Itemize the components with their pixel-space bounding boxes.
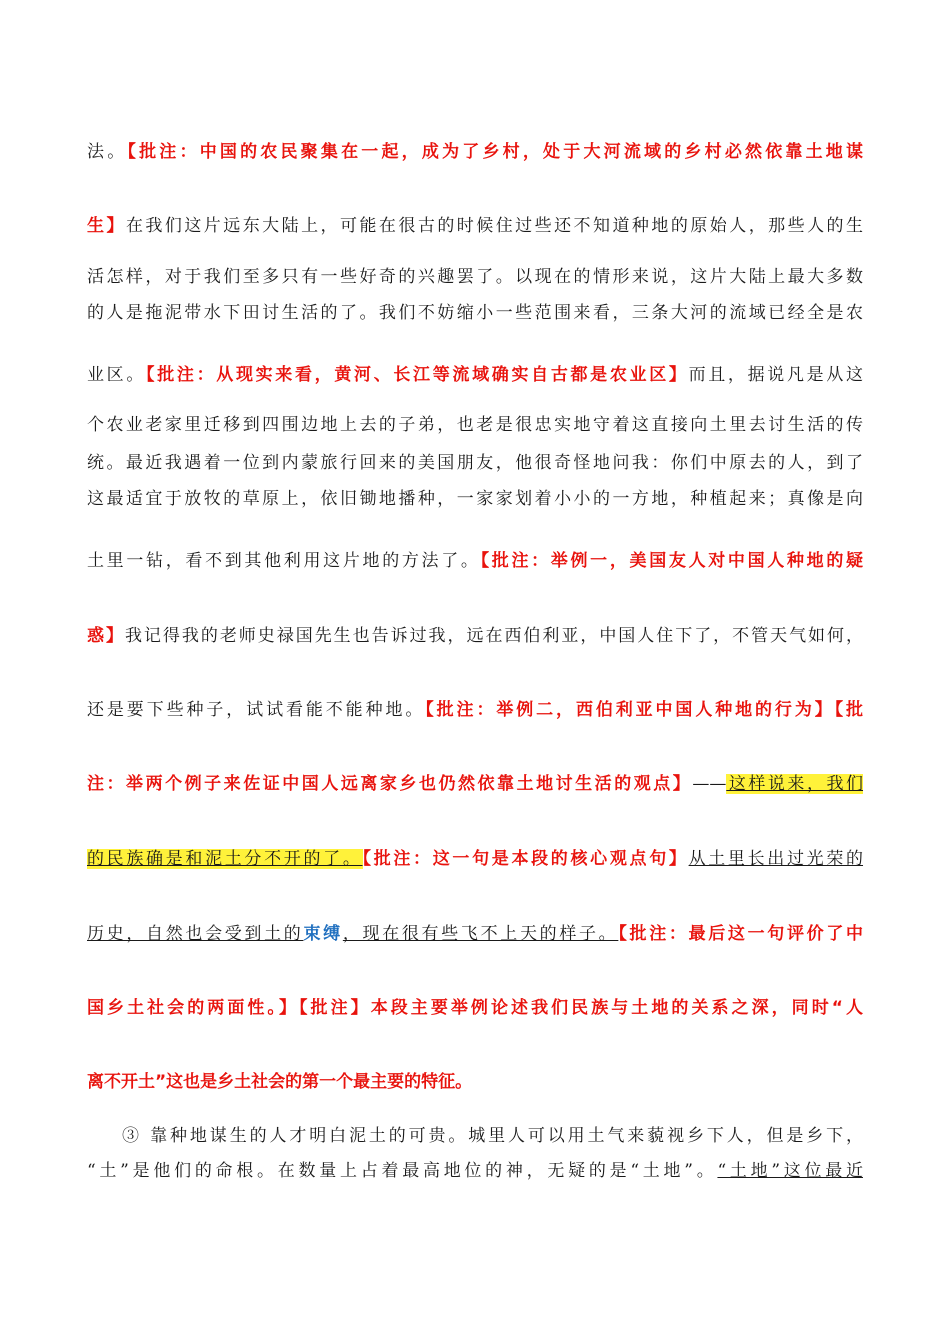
annotation-text: 国乡土社会的两面性。】【批注】本段主要举例论述我们民族与土地的关系之深，同时“人 — [87, 998, 863, 1018]
body-text: 统。最近我遇着一位到内蒙旅行回来的美国朋友，他很奇怪地问我：你们中原去的人，到了 — [87, 453, 863, 473]
body-text: —— — [692, 774, 727, 794]
annotation-text: 【批注：这一句是本段的核心观点句】 — [362, 849, 689, 869]
text-line-2 — [87, 214, 863, 238]
text-line-6 — [87, 413, 863, 437]
text-line-11 — [87, 698, 863, 722]
annotation-text: 【批注：举例二，西伯利亚中国人种地的行为】【批 — [425, 700, 864, 720]
text-line-10 — [87, 624, 863, 648]
body-text: 在我们这片远东大陆上，可能在很古的时候住过些还不知道种地的原始人，那些人的生 — [125, 216, 864, 236]
underlined-text: 历史，自然也会受到土的 — [87, 924, 304, 944]
highlighted-text: 的民族确是和泥土分不开的了。 — [87, 849, 363, 869]
body-text: 的人是拖泥带水下田讨生活的了。我们不妨缩小一些范围来看，三条大河的流域已经全是农 — [87, 303, 863, 323]
annotation-text: 生】 — [87, 216, 126, 236]
text-line-14 — [87, 922, 863, 946]
text-line-5 — [87, 363, 863, 387]
body-text: 土里一钻，看不到其他利用这片地的方法了。 — [87, 551, 481, 571]
body-text: 业区。 — [87, 365, 147, 385]
body-text: 这最适宜于放牧的草原上，依旧锄地播种，一家家划着小小的一方地，种植起来；真像是向 — [87, 489, 863, 509]
highlighted-text: 这样说来，我们 — [726, 774, 864, 794]
text-line-15 — [87, 996, 863, 1020]
body-text: ③ 靠种地谋生的人才明白泥土的可贵。城里人可以用土气来藐视乡下人，但是乡下， — [122, 1126, 863, 1146]
text-line-16 — [87, 1070, 863, 1094]
text-line-13 — [87, 847, 863, 871]
text-line-17 — [122, 1124, 863, 1148]
body-text: 活怎样，对于我们至多只有一些好奇的兴趣罢了。以现在的情形来说，这片大陆上最大多数 — [87, 267, 863, 287]
text-line-12 — [87, 772, 863, 796]
annotation-text: 【批注：从现实来看，黄河、长江等流域确实自古都是农业区】 — [146, 365, 689, 385]
annotation-text: 惑】 — [87, 626, 125, 646]
text-line-3 — [87, 265, 863, 289]
annotation-text: 【批注：中国的农民聚集在一起，成为了乡村，处于大河流域的乡村必然依靠土地谋 — [127, 142, 864, 162]
text-line-18 — [87, 1159, 863, 1183]
underlined-text: ，现在很有些飞不上天的样子。 — [342, 924, 619, 944]
text-line-1 — [87, 140, 863, 164]
body-text: 而且，据说凡是从这 — [688, 365, 864, 385]
annotation-text: 注：举两个例子来佐证中国人远离家乡也仍然依靠土地讨生活的观点】 — [87, 774, 693, 794]
text-line-9 — [87, 549, 863, 573]
body-text: 个农业老家里迁移到四围边地上去的子弟，也老是很忠实地守着这直接向土里去讨生活的传 — [87, 415, 863, 435]
body-text: 我记得我的老师史禄国先生也告诉过我，远在西伯利亚，中国人住下了，不管天气如何， — [124, 626, 864, 646]
annotation-text: 【批注：最后这一句评价了中 — [618, 924, 864, 944]
body-text: 法。 — [87, 142, 128, 162]
text-line-4 — [87, 301, 863, 325]
body-text: 还是要下些种子，试试看能不能种地。 — [87, 700, 426, 720]
underlined-text: 从土里长出过光荣的 — [688, 849, 864, 869]
text-line-7 — [87, 451, 863, 475]
body-text: “土”是他们的命根。在数量上占着最高地位的神，无疑的是“土地”。 — [87, 1161, 718, 1181]
annotation-text: 离不开土”这也是乡土社会的第一个最主要的特征。 — [87, 1072, 473, 1092]
text-line-8 — [87, 487, 863, 511]
keyword-text: 束缚 — [303, 924, 343, 944]
annotation-text: 【批注：举例一，美国友人对中国人种地的疑 — [480, 551, 864, 571]
underlined-text: “土地”这位最近 — [717, 1161, 863, 1181]
